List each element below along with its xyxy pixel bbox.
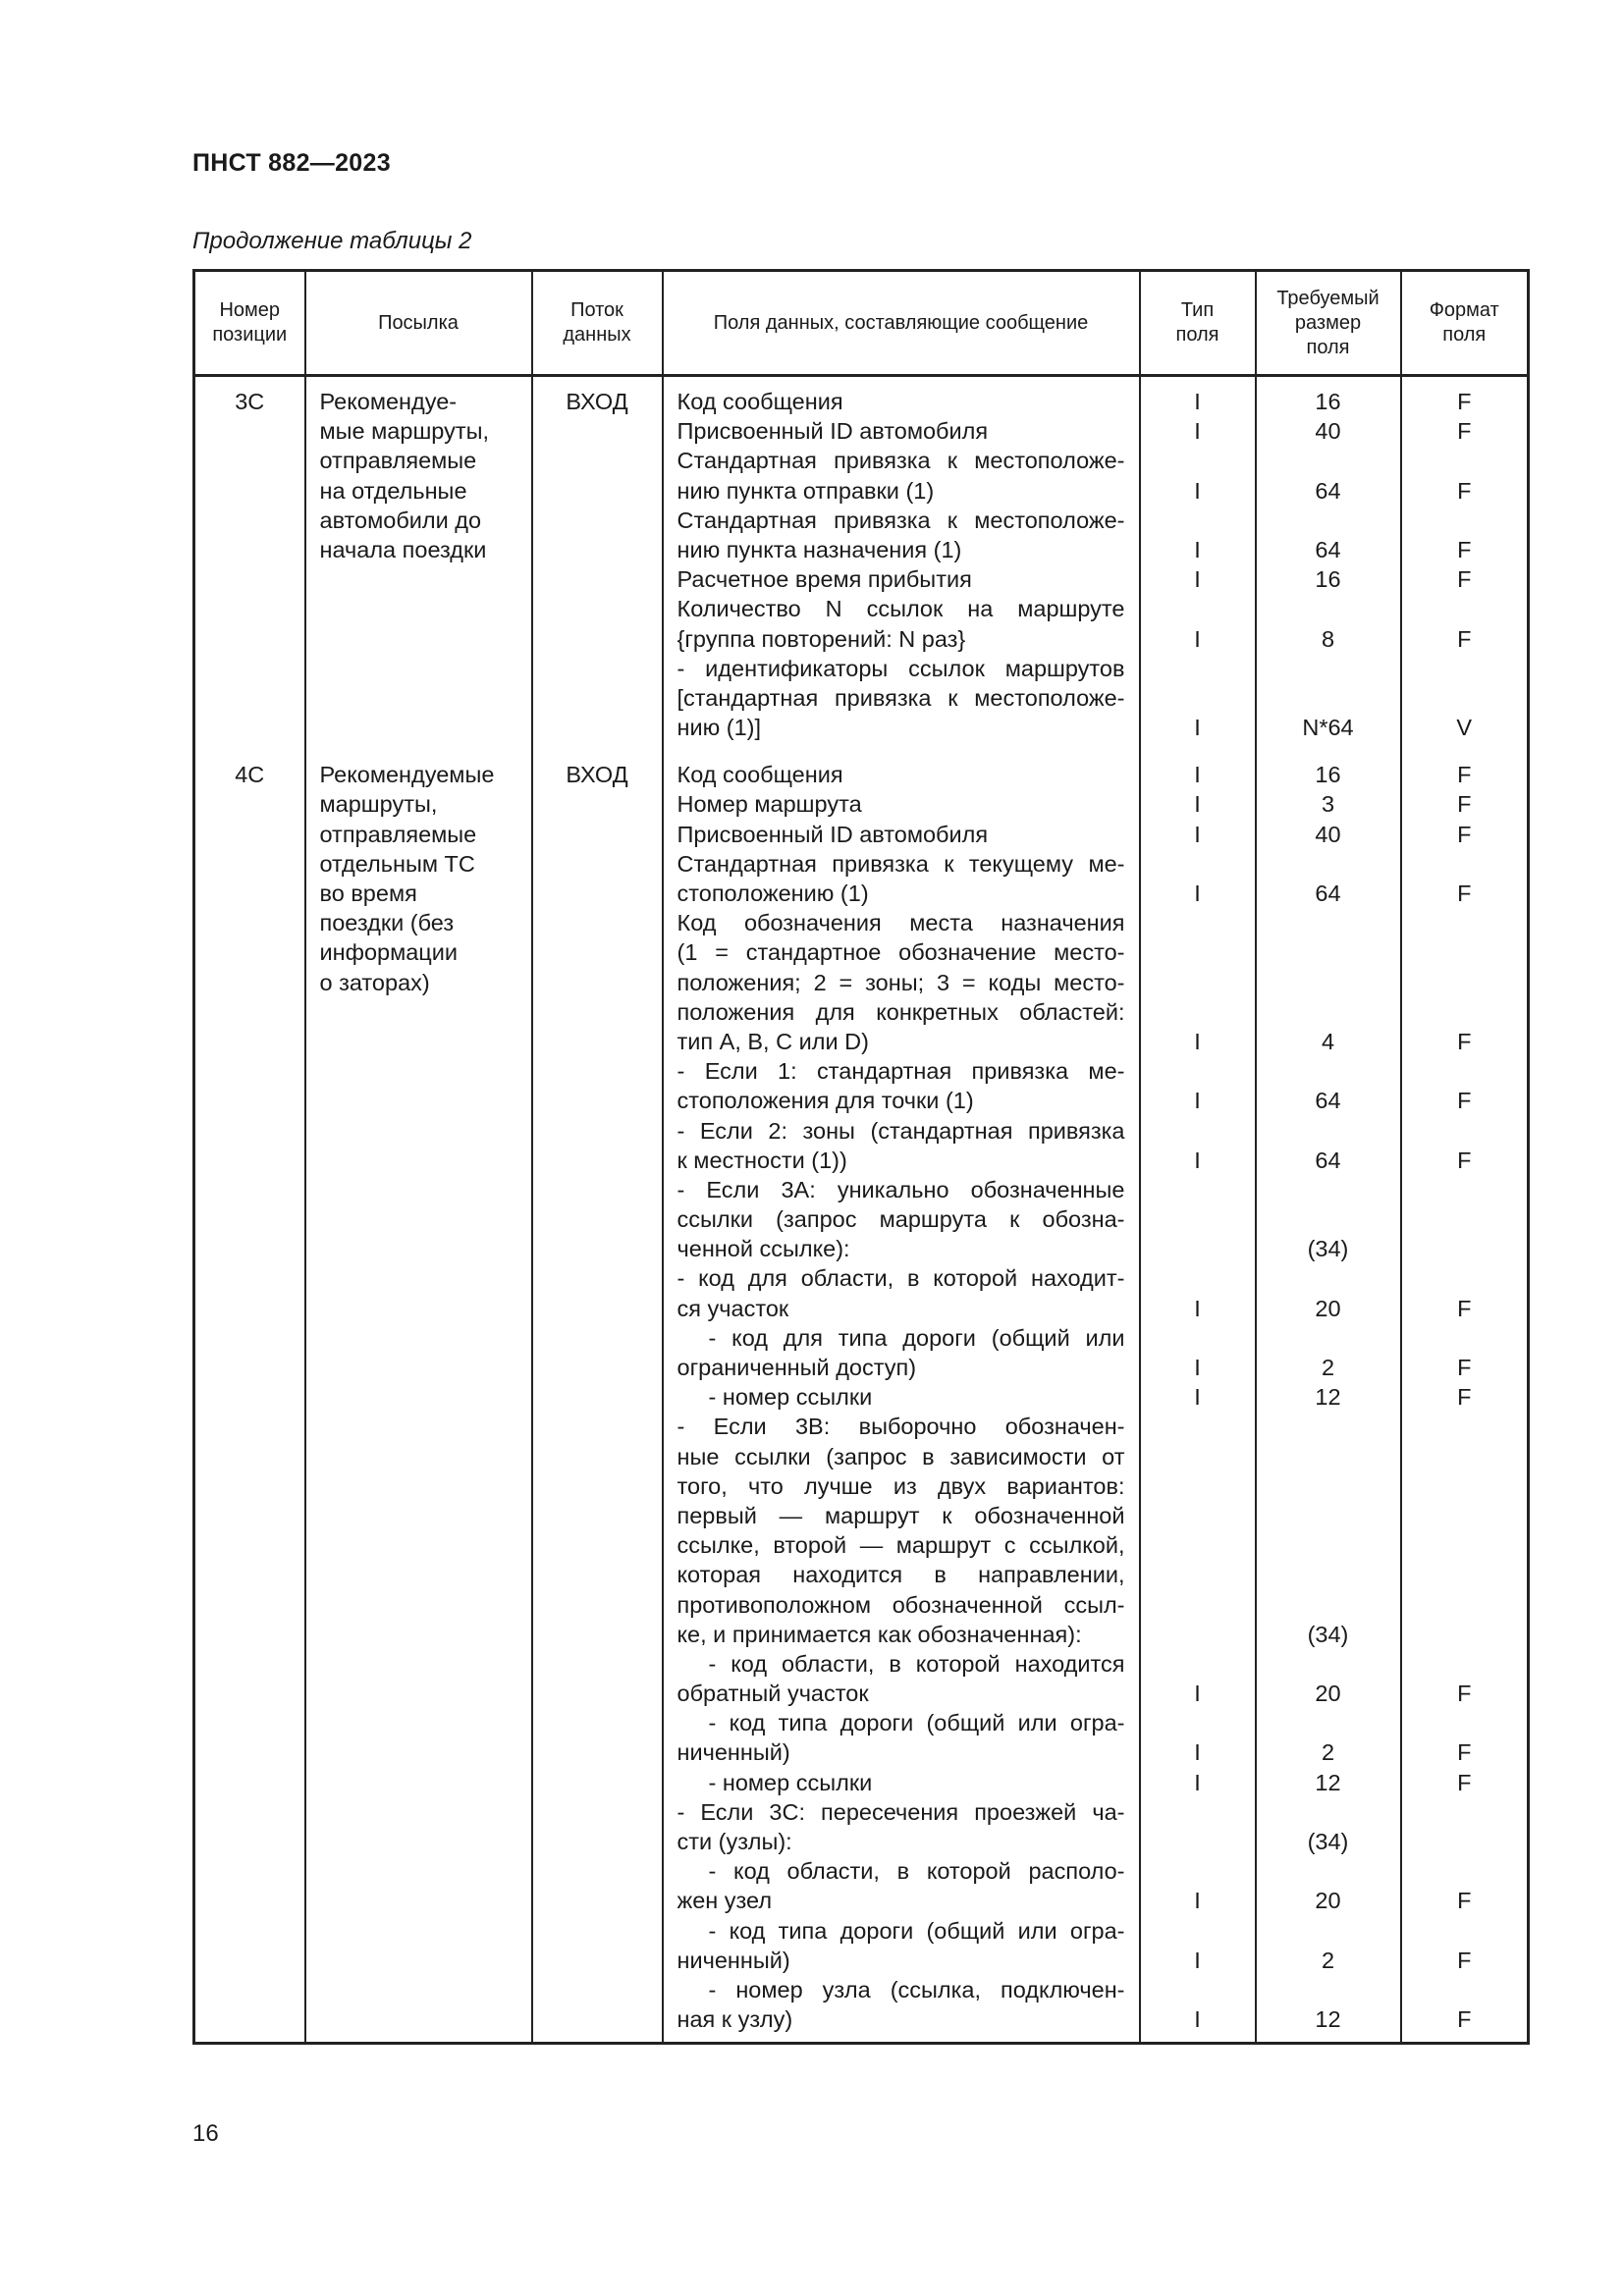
field-description-line: ограниченный доступ) bbox=[677, 1355, 917, 1380]
field-size-value bbox=[1257, 1323, 1400, 1353]
field-format-value bbox=[1402, 1442, 1528, 1471]
field-description-line: ная к узлу) bbox=[677, 2006, 793, 2033]
field-type-value bbox=[1141, 1797, 1255, 1827]
field-size-value bbox=[1257, 937, 1400, 967]
field-description-line: тип A, B, C или D) bbox=[677, 1028, 869, 1054]
field-size-value: (34) bbox=[1307, 1829, 1349, 1854]
field-type-value bbox=[1141, 1590, 1255, 1620]
field-type-value bbox=[1141, 1471, 1255, 1501]
field-format-value: F bbox=[1457, 1088, 1472, 1114]
table-row bbox=[194, 750, 1529, 2044]
field-size-value: 20 bbox=[1315, 1295, 1341, 1321]
field-format-value bbox=[1402, 1649, 1528, 1679]
field-type-value bbox=[1141, 1560, 1255, 1589]
field-type-value bbox=[1141, 1323, 1255, 1353]
field-size-value: 2 bbox=[1321, 1355, 1335, 1380]
field-size-value bbox=[1257, 1204, 1400, 1234]
field-type-value bbox=[1141, 1916, 1255, 1946]
field-size-value bbox=[1257, 1442, 1400, 1471]
field-description-line: нию пункта отправки (1) bbox=[677, 477, 935, 504]
field-type-value bbox=[1141, 594, 1255, 623]
field-description-line: - код типа дороги (общий или огра- bbox=[708, 1710, 1125, 1736]
field-size-value: 8 bbox=[1321, 625, 1335, 652]
field-format-value: F bbox=[1457, 1739, 1472, 1766]
message-text-line: Рекомендуе- bbox=[319, 389, 458, 414]
field-description-line: положения для конкретных областей: bbox=[677, 998, 1125, 1025]
message-cell bbox=[305, 750, 532, 2044]
field-type-value bbox=[1141, 683, 1255, 713]
field-type-value: I bbox=[1194, 566, 1201, 593]
field-description-line: первый — маршрут к обозначенной bbox=[677, 1502, 1125, 1528]
field-type-value bbox=[1141, 908, 1255, 937]
field-description-line: противоположном обозначенной ссыл- bbox=[677, 1591, 1125, 1618]
field-size-value bbox=[1257, 1530, 1400, 1560]
field-format-value bbox=[1402, 1856, 1528, 1886]
field-size-value bbox=[1257, 1916, 1400, 1946]
field-format-value bbox=[1402, 849, 1528, 879]
field-type-cell bbox=[1140, 750, 1256, 2044]
field-size-value bbox=[1257, 1501, 1400, 1530]
field-format-value bbox=[1402, 1975, 1528, 2004]
field-type-value: I bbox=[1194, 625, 1201, 652]
field-description-line: (1 = стандартное обозначение место- bbox=[677, 939, 1125, 966]
field-size-value: 16 bbox=[1315, 566, 1341, 593]
col-header-field-format: Формат поля bbox=[1401, 271, 1529, 376]
field-size-value bbox=[1257, 968, 1400, 997]
field-size-value bbox=[1257, 1708, 1400, 1737]
field-size-value: 64 bbox=[1315, 1088, 1341, 1114]
field-description-line: [стандартная привязка к местоположе- bbox=[677, 684, 1125, 711]
field-description-line: - Если 1: стандартная привязка ме- bbox=[677, 1058, 1125, 1085]
field-format-value bbox=[1402, 1175, 1528, 1204]
field-type-value: I bbox=[1194, 389, 1201, 414]
field-size-value bbox=[1257, 1471, 1400, 1501]
field-type-value: I bbox=[1194, 881, 1201, 906]
field-format-value bbox=[1402, 594, 1528, 623]
field-type-value bbox=[1141, 1263, 1255, 1293]
field-type-value bbox=[1141, 1204, 1255, 1234]
field-size-value bbox=[1257, 997, 1400, 1027]
message-text-line: начала поездки bbox=[319, 536, 487, 562]
field-format-value: F bbox=[1457, 1355, 1472, 1380]
field-format-value bbox=[1402, 1204, 1528, 1234]
field-size-value: 12 bbox=[1315, 1769, 1341, 1795]
field-description-line: нию (1)] bbox=[677, 715, 762, 741]
field-description-line: стоположению (1) bbox=[677, 881, 869, 906]
field-format-value bbox=[1402, 937, 1528, 967]
field-format-value bbox=[1402, 908, 1528, 937]
message-text-line: Рекомендуемые bbox=[319, 762, 495, 788]
col-header-data-flow: Поток данных bbox=[532, 271, 663, 376]
field-size-value: 2 bbox=[1321, 1739, 1335, 1766]
message-cell bbox=[305, 376, 532, 751]
field-description-line: положения; 2 = зоны; 3 = коды место- bbox=[677, 969, 1125, 995]
field-type-value bbox=[1141, 997, 1255, 1027]
field-format-value bbox=[1402, 506, 1528, 535]
data-fields-cell bbox=[663, 376, 1140, 751]
field-size-value: 64 bbox=[1315, 1147, 1341, 1173]
field-type-value: I bbox=[1194, 418, 1201, 445]
field-type-value: I bbox=[1194, 762, 1201, 788]
data-fields-table bbox=[192, 269, 1530, 2045]
field-format-value bbox=[1402, 1916, 1528, 1946]
message-text-line: информации bbox=[319, 939, 459, 966]
field-description-line: - Если 3A: уникально обозначенные bbox=[677, 1176, 1125, 1202]
field-format-value bbox=[1402, 1323, 1528, 1353]
field-description-line: того, что лучше из двух вариантов: bbox=[677, 1472, 1125, 1499]
field-format-value bbox=[1402, 997, 1528, 1027]
field-type-value: I bbox=[1194, 1295, 1201, 1321]
field-size-value bbox=[1257, 1175, 1400, 1204]
field-description-line: ниченный) bbox=[677, 1947, 790, 1973]
field-size-value: 16 bbox=[1315, 389, 1341, 414]
field-size-cell bbox=[1256, 376, 1401, 751]
field-size-value bbox=[1257, 1056, 1400, 1086]
field-type-value: I bbox=[1194, 821, 1201, 847]
field-description-line: - код области, в которой располо- bbox=[708, 1858, 1125, 1885]
message-text-line: отправляемые bbox=[319, 448, 477, 474]
position-number-cell bbox=[194, 376, 305, 751]
field-description-line: - Если 3C: пересечения проезжей ча- bbox=[677, 1798, 1125, 1825]
field-size-value bbox=[1257, 849, 1400, 879]
field-type-value: I bbox=[1194, 536, 1201, 562]
field-description-line: - Если 2: зоны (стандартная привязка bbox=[677, 1117, 1125, 1144]
field-type-value bbox=[1141, 1856, 1255, 1886]
position-number: 3C bbox=[235, 389, 265, 414]
table-row bbox=[194, 376, 1529, 751]
field-format-value: F bbox=[1457, 2006, 1472, 2033]
message-text-line: маршруты, bbox=[319, 791, 438, 818]
field-type-value: I bbox=[1194, 1739, 1201, 1766]
field-size-value: 16 bbox=[1315, 762, 1341, 788]
field-description-line: сти (узлы): bbox=[677, 1829, 792, 1854]
field-format-value: V bbox=[1456, 715, 1473, 741]
field-size-value: 64 bbox=[1315, 536, 1341, 562]
field-format-value bbox=[1402, 654, 1528, 683]
field-description-line: ссылки (запрос маршрута к обозна- bbox=[677, 1206, 1125, 1233]
field-description-line: Стандартная привязка к местоположе- bbox=[677, 507, 1125, 533]
field-format-value: F bbox=[1457, 791, 1472, 818]
field-format-value bbox=[1402, 1560, 1528, 1589]
field-format-value bbox=[1402, 1708, 1528, 1737]
field-description-line: ниченный) bbox=[677, 1739, 790, 1766]
field-description-line: ке, и принимается как обозначенная): bbox=[677, 1621, 1082, 1647]
field-description-line: стоположения для точки (1) bbox=[677, 1088, 974, 1114]
field-format-cell bbox=[1401, 750, 1529, 2044]
field-format-value: F bbox=[1457, 821, 1472, 847]
data-flow-cell bbox=[532, 750, 663, 2044]
field-description-line: Код сообщения bbox=[677, 762, 843, 788]
table-continuation-caption: Продолжение таблицы 2 bbox=[192, 228, 472, 254]
field-type-value: I bbox=[1194, 1355, 1201, 1380]
field-type-value: I bbox=[1194, 1947, 1201, 1973]
field-size-value bbox=[1257, 1263, 1400, 1293]
message-text-line: о заторах) bbox=[319, 969, 430, 995]
field-format-value bbox=[1402, 1797, 1528, 1827]
data-flow-value: ВХОД bbox=[566, 389, 628, 414]
col-header-field-size: Требуемый размер поля bbox=[1256, 271, 1401, 376]
field-type-value: I bbox=[1194, 2006, 1201, 2033]
data-flow-cell bbox=[532, 376, 663, 751]
field-type-value: I bbox=[1194, 1147, 1201, 1173]
document-code: ПНСТ 882—2023 bbox=[192, 149, 391, 177]
field-description-line: обратный участок bbox=[677, 1681, 869, 1707]
field-type-value bbox=[1141, 506, 1255, 535]
field-size-value bbox=[1257, 1975, 1400, 2004]
col-header-field-type: Тип поля bbox=[1140, 271, 1256, 376]
field-format-value bbox=[1402, 1056, 1528, 1086]
field-type-value bbox=[1141, 446, 1255, 475]
field-format-cell bbox=[1401, 376, 1529, 751]
field-description-line: которая находится в направлении, bbox=[677, 1562, 1125, 1588]
field-size-value: 40 bbox=[1315, 418, 1341, 445]
field-format-value: F bbox=[1457, 418, 1472, 445]
col-header-message: Посылка bbox=[305, 271, 532, 376]
field-format-value: F bbox=[1457, 762, 1472, 788]
message-text-line: во время bbox=[319, 881, 417, 906]
field-size-value: 20 bbox=[1315, 1681, 1341, 1707]
field-size-value bbox=[1257, 506, 1400, 535]
field-type-value: I bbox=[1194, 791, 1201, 818]
field-size-value: 4 bbox=[1321, 1028, 1335, 1054]
field-size-value bbox=[1257, 594, 1400, 623]
field-description-line: - код типа дороги (общий или огра- bbox=[708, 1917, 1125, 1944]
field-type-value: I bbox=[1194, 1088, 1201, 1114]
field-description-line: - код для типа дороги (общий или bbox=[708, 1324, 1125, 1351]
field-type-value bbox=[1141, 1827, 1255, 1856]
field-format-value: F bbox=[1457, 1681, 1472, 1707]
field-type-value bbox=[1141, 1442, 1255, 1471]
field-type-value: I bbox=[1194, 1888, 1201, 1914]
field-size-value: 12 bbox=[1315, 1384, 1341, 1411]
field-format-value: F bbox=[1457, 1384, 1472, 1411]
field-size-value bbox=[1257, 446, 1400, 475]
field-format-value: F bbox=[1457, 881, 1472, 906]
field-format-value: F bbox=[1457, 389, 1472, 414]
field-description-line: - Если 3B: выборочно обозначен- bbox=[677, 1414, 1125, 1440]
field-description-line: Стандартная привязка к текущему ме- bbox=[677, 850, 1125, 877]
field-type-value: I bbox=[1194, 715, 1201, 741]
field-type-value bbox=[1141, 1175, 1255, 1204]
field-type-cell bbox=[1140, 376, 1256, 751]
field-description-line: Присвоенный ID автомобиля bbox=[677, 418, 989, 445]
field-size-value bbox=[1257, 1412, 1400, 1441]
field-format-value: F bbox=[1457, 1888, 1472, 1914]
field-format-value bbox=[1402, 1590, 1528, 1620]
field-size-value: 12 bbox=[1315, 2006, 1341, 2033]
field-type-value bbox=[1141, 654, 1255, 683]
field-size-value: 2 bbox=[1321, 1947, 1335, 1973]
field-description-line: Код обозначения места назначения bbox=[677, 910, 1125, 936]
field-size-value: 64 bbox=[1315, 477, 1341, 504]
field-type-value: I bbox=[1194, 1681, 1201, 1707]
field-type-value bbox=[1141, 1234, 1255, 1263]
field-type-value bbox=[1141, 1412, 1255, 1441]
field-description-line: - номер ссылки bbox=[708, 1384, 873, 1411]
field-type-value: I bbox=[1194, 1384, 1201, 1411]
table-header-row bbox=[194, 271, 1529, 376]
field-type-value bbox=[1141, 1649, 1255, 1679]
field-type-value bbox=[1141, 968, 1255, 997]
message-text-line: отправляемые bbox=[319, 821, 477, 847]
field-description-line: ся участок bbox=[677, 1295, 789, 1321]
field-size-value bbox=[1257, 654, 1400, 683]
field-format-value: F bbox=[1457, 536, 1472, 562]
field-size-value: 3 bbox=[1321, 791, 1335, 818]
field-format-value bbox=[1402, 968, 1528, 997]
field-description-line: - номер ссылки bbox=[708, 1769, 873, 1795]
field-format-value bbox=[1402, 1827, 1528, 1856]
field-description-line: Количество N ссылок на маршруте bbox=[677, 596, 1125, 622]
message-text-line: мые маршруты, bbox=[319, 418, 490, 445]
field-size-value bbox=[1257, 1856, 1400, 1886]
field-description-line: - код для области, в которой находит- bbox=[677, 1265, 1125, 1292]
field-type-value bbox=[1141, 849, 1255, 879]
field-description-line: Присвоенный ID автомобиля bbox=[677, 821, 989, 847]
field-description-line: Расчетное время прибытия bbox=[677, 566, 972, 593]
col-header-position-number: Номер позиции bbox=[194, 271, 305, 376]
field-description-line: ченной ссылке): bbox=[677, 1236, 850, 1262]
position-number: 4C bbox=[235, 762, 265, 788]
field-description-line: Код сообщения bbox=[677, 389, 843, 414]
page-number: 16 bbox=[192, 2120, 219, 2147]
field-format-value: F bbox=[1457, 1947, 1472, 1973]
field-description-line: ные ссылки (запрос в зависимости от bbox=[677, 1443, 1125, 1469]
field-description-line: - номер узла (ссылка, подключен- bbox=[708, 1976, 1125, 2002]
field-format-value: F bbox=[1457, 1147, 1472, 1173]
field-size-value: N*64 bbox=[1302, 715, 1354, 741]
col-header-data-fields: Поля данных, составляющие сообщение bbox=[663, 271, 1140, 376]
message-text-line: на отдельные bbox=[319, 477, 467, 504]
field-type-value bbox=[1141, 937, 1255, 967]
field-format-value: F bbox=[1457, 1769, 1472, 1795]
field-size-value: (34) bbox=[1307, 1621, 1349, 1647]
position-number-cell bbox=[194, 750, 305, 2044]
field-size-value bbox=[1257, 1590, 1400, 1620]
field-type-value bbox=[1141, 1708, 1255, 1737]
field-description-line: Номер маршрута bbox=[677, 791, 862, 818]
field-size-value: 64 bbox=[1315, 881, 1341, 906]
field-type-value bbox=[1141, 1620, 1255, 1649]
field-size-value: 20 bbox=[1315, 1888, 1341, 1914]
field-size-value bbox=[1257, 1116, 1400, 1146]
field-size-value: (34) bbox=[1307, 1236, 1349, 1262]
field-format-value bbox=[1402, 1116, 1528, 1146]
field-type-value: I bbox=[1194, 1769, 1201, 1795]
field-format-value bbox=[1402, 1530, 1528, 1560]
field-description-line: ссылке, второй — маршрут с ссылкой, bbox=[677, 1532, 1125, 1559]
field-size-value bbox=[1257, 683, 1400, 713]
field-description-line: жен узел bbox=[677, 1888, 773, 1914]
field-size-cell bbox=[1256, 750, 1401, 2044]
data-flow-value: ВХОД bbox=[566, 762, 628, 788]
field-description-line: - код области, в которой находится bbox=[708, 1650, 1125, 1677]
field-format-value bbox=[1402, 446, 1528, 475]
field-format-value: F bbox=[1457, 566, 1472, 593]
field-type-value bbox=[1141, 1056, 1255, 1086]
field-size-value bbox=[1257, 1649, 1400, 1679]
field-type-value: I bbox=[1194, 1028, 1201, 1054]
field-format-value bbox=[1402, 1263, 1528, 1293]
field-format-value: F bbox=[1457, 1028, 1472, 1054]
field-type-value bbox=[1141, 1501, 1255, 1530]
field-format-value: F bbox=[1457, 625, 1472, 652]
field-format-value bbox=[1402, 683, 1528, 713]
field-description-line: к местности (1)) bbox=[677, 1147, 847, 1173]
field-format-value bbox=[1402, 1412, 1528, 1441]
field-type-value bbox=[1141, 1116, 1255, 1146]
field-size-value bbox=[1257, 1560, 1400, 1589]
field-size-value bbox=[1257, 1797, 1400, 1827]
field-description-line: - идентификаторы ссылок маршрутов bbox=[677, 655, 1125, 681]
field-size-value: 40 bbox=[1315, 821, 1341, 847]
field-description-line: нию пункта назначения (1) bbox=[677, 536, 962, 562]
field-format-value bbox=[1402, 1471, 1528, 1501]
field-format-value bbox=[1402, 1234, 1528, 1263]
field-type-value: I bbox=[1194, 477, 1201, 504]
field-format-value: F bbox=[1457, 477, 1472, 504]
message-text-line: отдельным ТС bbox=[319, 850, 475, 877]
field-format-value bbox=[1402, 1501, 1528, 1530]
field-format-value bbox=[1402, 1620, 1528, 1649]
field-description-line: {группа повторений: N раз} bbox=[677, 625, 966, 652]
field-description-line: Стандартная привязка к местоположе- bbox=[677, 448, 1125, 474]
field-type-value bbox=[1141, 1975, 1255, 2004]
field-size-value bbox=[1257, 908, 1400, 937]
field-format-value: F bbox=[1457, 1295, 1472, 1321]
data-fields-cell bbox=[663, 750, 1140, 2044]
message-text-line: автомобили до bbox=[319, 507, 482, 533]
field-type-value bbox=[1141, 1530, 1255, 1560]
message-text-line: поездки (без bbox=[319, 910, 455, 936]
